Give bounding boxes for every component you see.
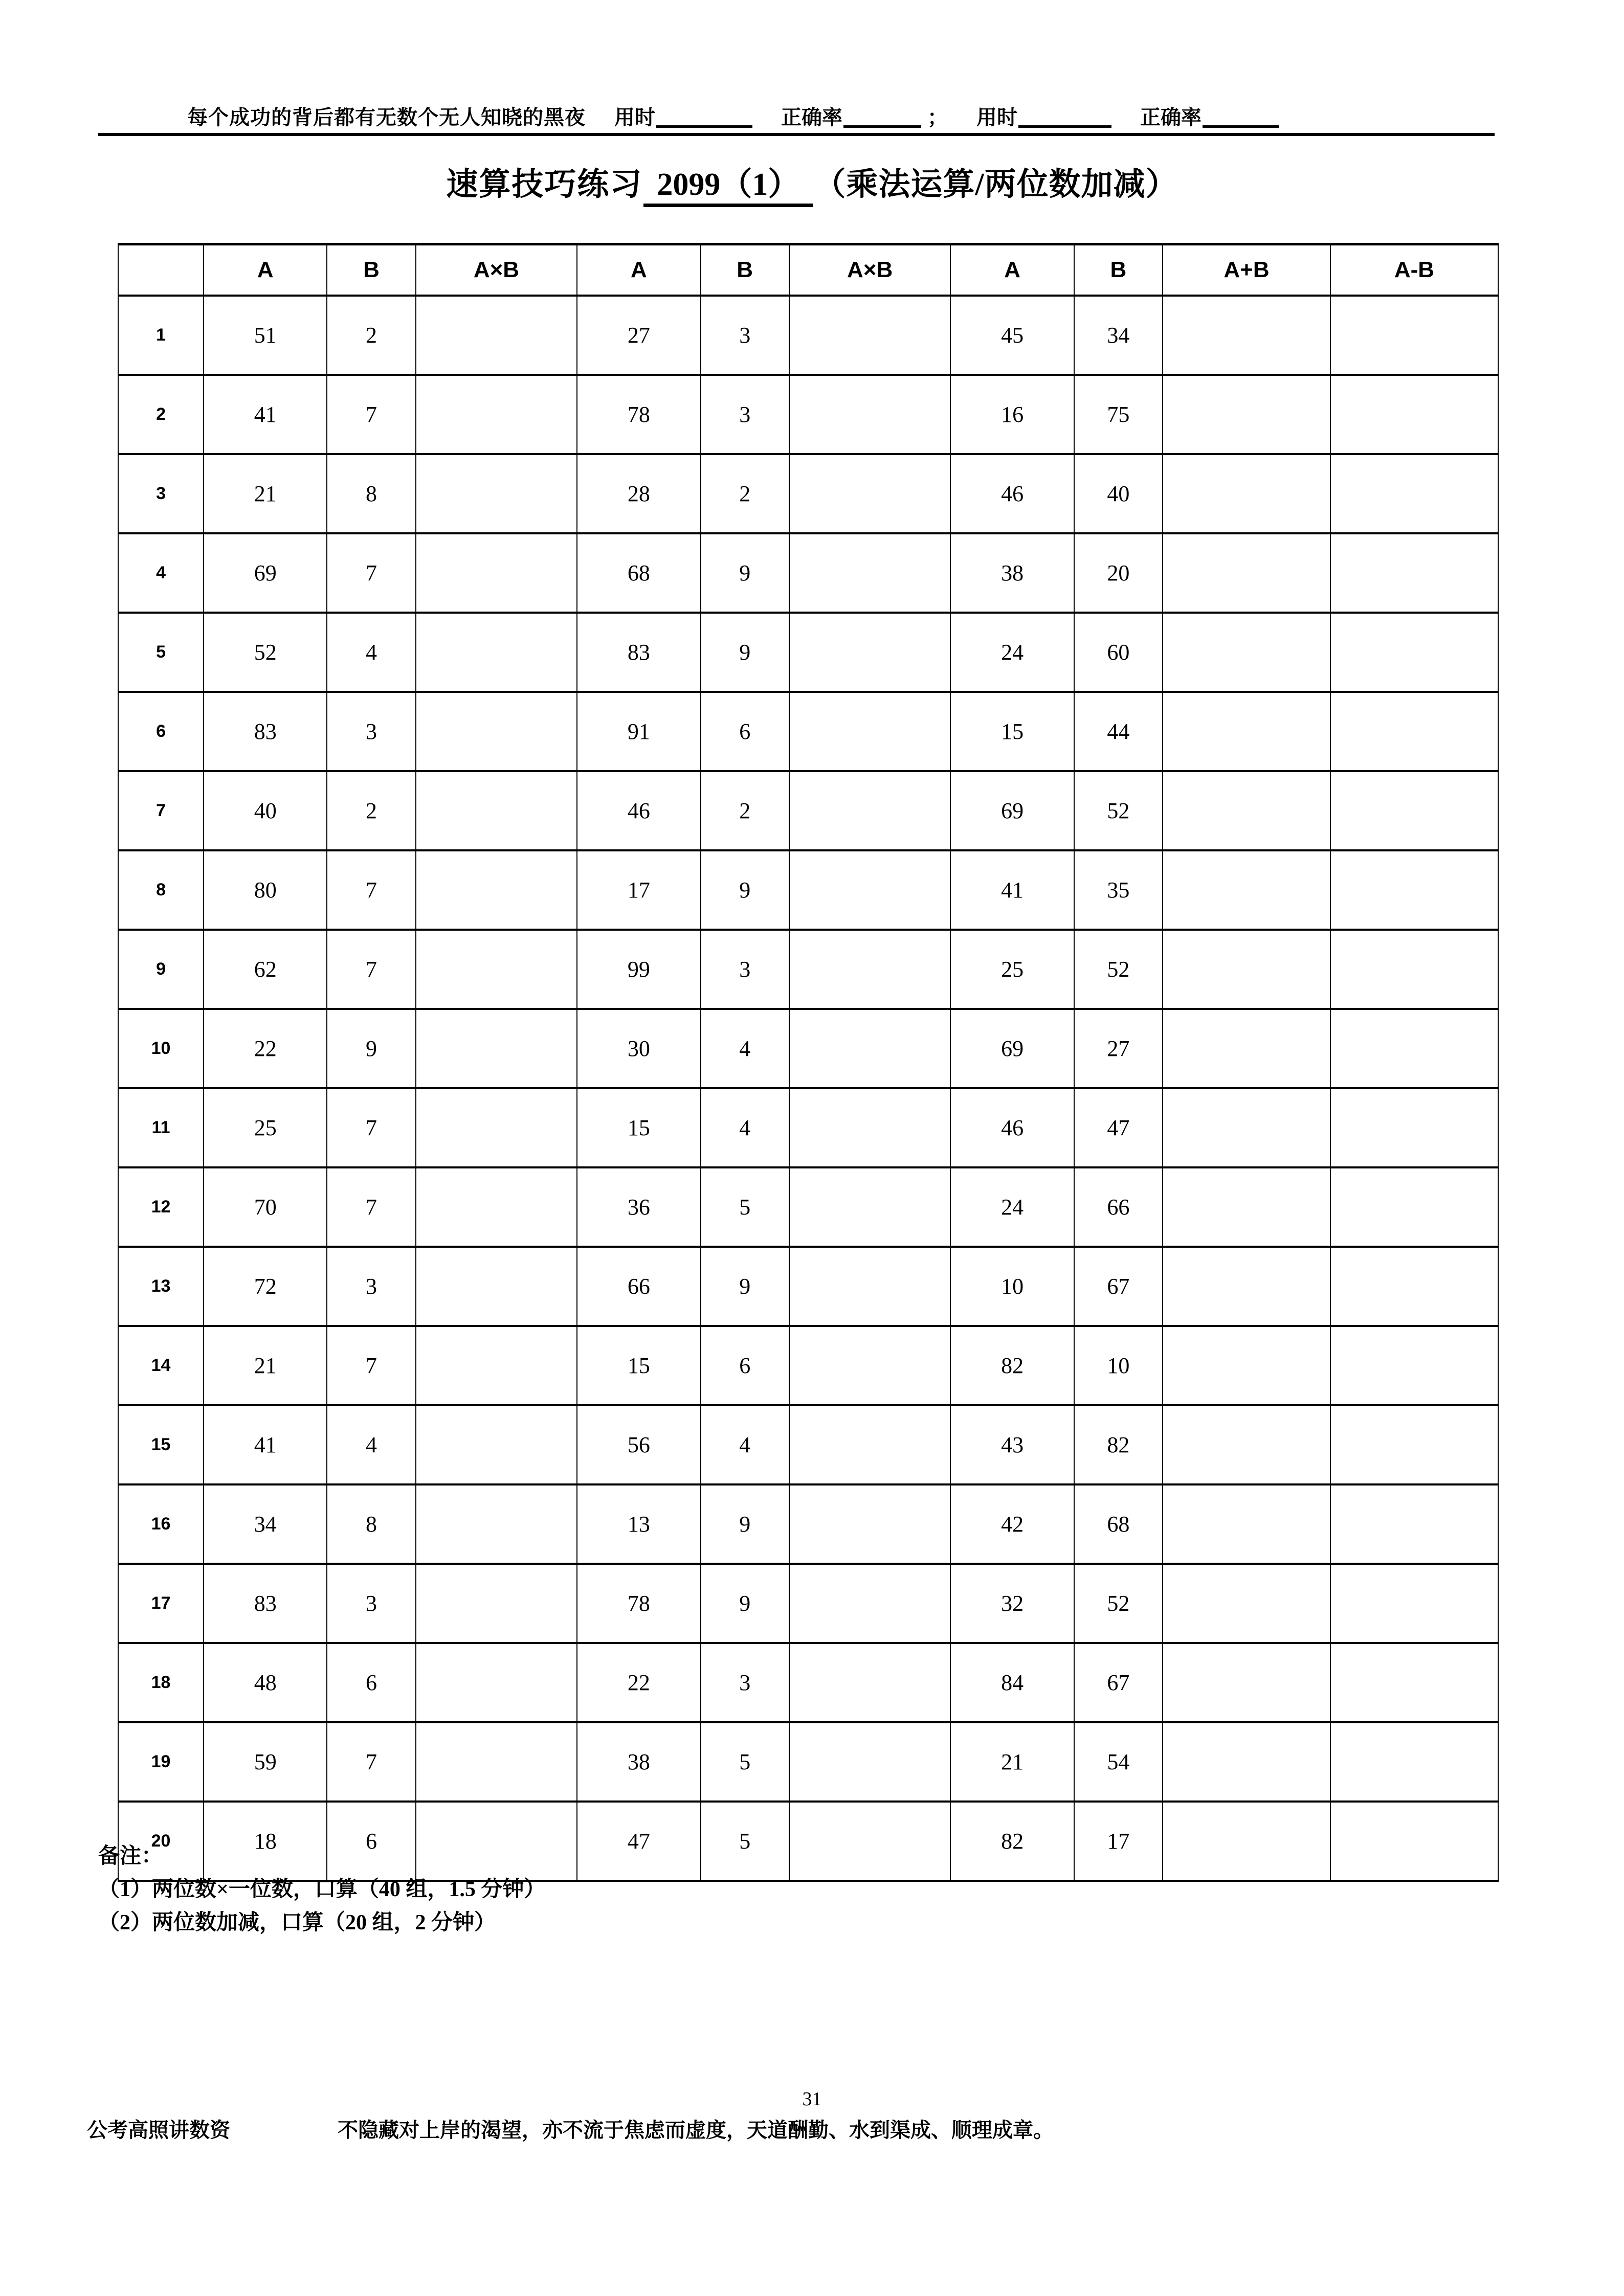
cell-a-minus-b[interactable]: [1330, 1247, 1498, 1326]
cell-b-1: 7: [327, 1326, 415, 1405]
cell-axb-2[interactable]: [789, 692, 951, 771]
cell-a-3: 46: [950, 1088, 1074, 1167]
cell-axb-1[interactable]: [416, 1167, 577, 1247]
cell-a-2: 13: [577, 1484, 700, 1564]
cell-b-2: 4: [701, 1009, 789, 1088]
running-header: [98, 107, 1495, 136]
cell-a-plus-b[interactable]: [1163, 771, 1330, 850]
cell-axb-1[interactable]: [416, 1326, 577, 1405]
cell-a-plus-b[interactable]: [1163, 1564, 1330, 1643]
title-prefix: 速算技巧练习: [446, 167, 643, 202]
cell-a-2: 46: [577, 771, 700, 850]
cell-b-1: 7: [327, 930, 415, 1009]
cell-axb-1[interactable]: [416, 930, 577, 1009]
cell-axb-2[interactable]: [789, 454, 951, 533]
table-row: [118, 1326, 1498, 1405]
column-header-axb-2: A×B: [789, 244, 951, 296]
cell-a-minus-b[interactable]: [1330, 1802, 1498, 1881]
page-number: 31: [802, 2088, 822, 2110]
table-row: [118, 1564, 1498, 1643]
cell-axb-1[interactable]: [416, 692, 577, 771]
cell-b-1: 7: [327, 1088, 415, 1167]
cell-b-3: 40: [1074, 454, 1163, 533]
cell-axb-1[interactable]: [416, 850, 577, 930]
table-row: [118, 375, 1498, 454]
cell-axb-1[interactable]: [416, 375, 577, 454]
cell-a-minus-b[interactable]: [1330, 296, 1498, 375]
row-index: 5: [118, 613, 204, 692]
header-separator: ；: [927, 106, 948, 129]
cell-a-plus-b[interactable]: [1163, 1643, 1330, 1722]
cell-b-1: 9: [327, 1009, 415, 1088]
table-row: [118, 1088, 1498, 1167]
cell-b-3: 35: [1074, 850, 1163, 930]
cell-b-2: 3: [701, 930, 789, 1009]
cell-b-1: 6: [327, 1643, 415, 1722]
cell-a-plus-b[interactable]: [1163, 1802, 1330, 1881]
cell-b-3: 67: [1074, 1247, 1163, 1326]
row-index: 17: [118, 1564, 204, 1643]
cell-a-2: 15: [577, 1088, 700, 1167]
header-time-blank-2[interactable]: [1018, 108, 1111, 128]
cell-axb-2[interactable]: [789, 296, 951, 375]
cell-b-3: 27: [1074, 1009, 1163, 1088]
cell-b-3: 52: [1074, 930, 1163, 1009]
cell-a-minus-b[interactable]: [1330, 613, 1498, 692]
cell-b-2: 2: [701, 454, 789, 533]
cell-a-3: 42: [950, 1484, 1074, 1564]
table-header-row: [118, 244, 1498, 296]
cell-axb-1[interactable]: [416, 1009, 577, 1088]
cell-a-1: 41: [204, 1405, 327, 1484]
table-row: [118, 1009, 1498, 1088]
cell-b-2: 2: [701, 771, 789, 850]
cell-axb-2[interactable]: [789, 771, 951, 850]
table-row: [118, 692, 1498, 771]
header-motto: 每个成功的背后都有无数个无人知晓的黑夜: [187, 106, 586, 129]
column-header-a-minus-b: A-B: [1330, 244, 1498, 296]
header-time-label-2: 用时: [976, 106, 1017, 129]
cell-b-2: 9: [701, 1484, 789, 1564]
cell-b-1: 7: [327, 533, 415, 613]
cell-b-3: 54: [1074, 1722, 1163, 1802]
cell-axb-1[interactable]: [416, 533, 577, 613]
cell-a-2: 91: [577, 692, 700, 771]
cell-b-3: 47: [1074, 1088, 1163, 1167]
cell-a-plus-b[interactable]: [1163, 613, 1330, 692]
column-header-a-3: A: [950, 244, 1074, 296]
cell-b-3: 10: [1074, 1326, 1163, 1405]
cell-b-2: 9: [701, 1247, 789, 1326]
table-row: [118, 454, 1498, 533]
column-header-b-3: B: [1074, 244, 1163, 296]
cell-b-3: 52: [1074, 1564, 1163, 1643]
column-header-axb-1: A×B: [416, 244, 577, 296]
cell-axb-2[interactable]: [789, 1643, 951, 1722]
cell-a-minus-b[interactable]: [1330, 1326, 1498, 1405]
cell-b-3: 17: [1074, 1802, 1163, 1881]
row-index: 9: [118, 930, 204, 1009]
cell-axb-1[interactable]: [416, 1722, 577, 1802]
header-time-blank-1[interactable]: [656, 108, 752, 128]
cell-axb-1[interactable]: [416, 1405, 577, 1484]
notes-line-2: （2）两位数加减，口算（20 组，2 分钟）: [98, 1911, 496, 1935]
cell-a-1: 72: [204, 1247, 327, 1326]
row-index: 10: [118, 1009, 204, 1088]
row-index: 2: [118, 375, 204, 454]
cell-a-minus-b[interactable]: [1330, 1484, 1498, 1564]
practice-table: [118, 243, 1499, 1882]
cell-a-1: 52: [204, 613, 327, 692]
row-index: 18: [118, 1643, 204, 1722]
cell-b-3: 60: [1074, 613, 1163, 692]
cell-b-1: 7: [327, 1167, 415, 1247]
cell-a-1: 62: [204, 930, 327, 1009]
cell-a-plus-b[interactable]: [1163, 454, 1330, 533]
column-header-a-1: A: [204, 244, 327, 296]
cell-a-2: 83: [577, 613, 700, 692]
cell-axb-2[interactable]: [789, 1167, 951, 1247]
row-index: 20: [118, 1802, 204, 1881]
cell-axb-2[interactable]: [789, 1405, 951, 1484]
cell-a-2: 27: [577, 296, 700, 375]
cell-a-minus-b[interactable]: [1330, 850, 1498, 930]
table-row: [118, 1247, 1498, 1326]
cell-a-plus-b[interactable]: [1163, 850, 1330, 930]
cell-a-minus-b[interactable]: [1330, 375, 1498, 454]
row-index: 19: [118, 1722, 204, 1802]
cell-a-plus-b[interactable]: [1163, 296, 1330, 375]
column-header-a-plus-b: A+B: [1163, 244, 1330, 296]
cell-a-plus-b[interactable]: [1163, 1247, 1330, 1326]
cell-a-minus-b[interactable]: [1330, 1088, 1498, 1167]
cell-a-1: 34: [204, 1484, 327, 1564]
cell-b-1: 4: [327, 1405, 415, 1484]
table-row: [118, 1167, 1498, 1247]
row-index: 11: [118, 1088, 204, 1167]
cell-a-plus-b[interactable]: [1163, 1484, 1330, 1564]
cell-axb-2[interactable]: [789, 1722, 951, 1802]
cell-a-2: 99: [577, 930, 700, 1009]
cell-b-2: 3: [701, 375, 789, 454]
header-accuracy-blank-2[interactable]: [1203, 108, 1279, 128]
cell-a-1: 41: [204, 375, 327, 454]
cell-b-3: 34: [1074, 296, 1163, 375]
cell-a-plus-b[interactable]: [1163, 1405, 1330, 1484]
column-header-b-1: B: [327, 244, 415, 296]
cell-b-1: 8: [327, 1484, 415, 1564]
table-row: [118, 1405, 1498, 1484]
cell-a-3: 32: [950, 1564, 1074, 1643]
cell-a-minus-b[interactable]: [1330, 1167, 1498, 1247]
cell-a-1: 22: [204, 1009, 327, 1088]
cell-b-2: 5: [701, 1167, 789, 1247]
table-row: [118, 533, 1498, 613]
column-header-index: [118, 244, 204, 296]
cell-b-2: 9: [701, 850, 789, 930]
cell-a-1: 21: [204, 1326, 327, 1405]
cell-axb-1[interactable]: [416, 1564, 577, 1643]
cell-a-1: 70: [204, 1167, 327, 1247]
cell-axb-1[interactable]: [416, 1643, 577, 1722]
cell-a-1: 21: [204, 454, 327, 533]
cell-axb-2[interactable]: [789, 613, 951, 692]
cell-a-2: 22: [577, 1643, 700, 1722]
header-accuracy-label-1: 正确率: [781, 106, 842, 129]
cell-b-3: 75: [1074, 375, 1163, 454]
cell-axb-1[interactable]: [416, 771, 577, 850]
cell-axb-2[interactable]: [789, 930, 951, 1009]
title-number: 2099（1）: [643, 169, 813, 207]
cell-b-2: 4: [701, 1405, 789, 1484]
cell-a-3: 45: [950, 296, 1074, 375]
cell-b-2: 9: [701, 613, 789, 692]
cell-a-2: 17: [577, 850, 700, 930]
cell-a-3: 10: [950, 1247, 1074, 1326]
row-index: 4: [118, 533, 204, 613]
cell-a-3: 16: [950, 375, 1074, 454]
notes-line-1: （1）两位数×一位数，口算（40 组，1.5 分钟）: [98, 1878, 546, 1902]
cell-b-3: 82: [1074, 1405, 1163, 1484]
cell-a-2: 47: [577, 1802, 700, 1881]
row-index: 8: [118, 850, 204, 930]
cell-a-minus-b[interactable]: [1330, 454, 1498, 533]
cell-a-3: 41: [950, 850, 1074, 930]
cell-a-minus-b[interactable]: [1330, 1564, 1498, 1643]
cell-b-2: 6: [701, 692, 789, 771]
table-row: [118, 1643, 1498, 1722]
cell-b-1: 8: [327, 454, 415, 533]
cell-a-plus-b[interactable]: [1163, 1088, 1330, 1167]
cell-axb-1[interactable]: [416, 1247, 577, 1326]
cell-b-3: 66: [1074, 1167, 1163, 1247]
cell-b-1: 3: [327, 1247, 415, 1326]
cell-a-1: 59: [204, 1722, 327, 1802]
cell-b-2: 3: [701, 296, 789, 375]
cell-b-1: 7: [327, 1722, 415, 1802]
row-index: 1: [118, 296, 204, 375]
cell-a-plus-b[interactable]: [1163, 533, 1330, 613]
cell-a-3: 69: [950, 1009, 1074, 1088]
cell-a-3: 82: [950, 1802, 1074, 1881]
header-time-label-1: 用时: [614, 106, 655, 129]
cell-b-1: 4: [327, 613, 415, 692]
cell-b-1: 3: [327, 1564, 415, 1643]
cell-a-1: 80: [204, 850, 327, 930]
title-suffix: （乘法运算/两位数加减）: [814, 167, 1178, 202]
row-index: 13: [118, 1247, 204, 1326]
cell-a-plus-b[interactable]: [1163, 930, 1330, 1009]
cell-b-1: 7: [327, 850, 415, 930]
header-accuracy-label-2: 正确率: [1140, 106, 1202, 129]
cell-axb-2[interactable]: [789, 1247, 951, 1326]
table-body: [118, 296, 1498, 1881]
cell-a-minus-b[interactable]: [1330, 771, 1498, 850]
cell-a-minus-b[interactable]: [1330, 930, 1498, 1009]
cell-a-2: 78: [577, 1564, 700, 1643]
cell-a-1: 48: [204, 1643, 327, 1722]
cell-b-1: 3: [327, 692, 415, 771]
cell-b-3: 44: [1074, 692, 1163, 771]
cell-a-plus-b[interactable]: [1163, 375, 1330, 454]
cell-a-minus-b[interactable]: [1330, 692, 1498, 771]
table-row: [118, 613, 1498, 692]
footer-brand: 公考高照讲数资: [87, 2119, 230, 2142]
cell-a-2: 36: [577, 1167, 700, 1247]
cell-axb-2[interactable]: [789, 1802, 951, 1881]
cell-a-2: 38: [577, 1722, 700, 1802]
cell-b-1: 6: [327, 1802, 415, 1881]
cell-axb-2[interactable]: [789, 375, 951, 454]
cell-a-minus-b[interactable]: [1330, 1009, 1498, 1088]
cell-a-minus-b[interactable]: [1330, 1643, 1498, 1722]
cell-b-3: 52: [1074, 771, 1163, 850]
cell-a-2: 56: [577, 1405, 700, 1484]
cell-a-3: 24: [950, 1167, 1074, 1247]
cell-a-plus-b[interactable]: [1163, 1326, 1330, 1405]
running-header-row: [98, 107, 1495, 128]
cell-axb-2[interactable]: [789, 1326, 951, 1405]
cell-axb-1[interactable]: [416, 1088, 577, 1167]
cell-b-2: 6: [701, 1326, 789, 1405]
column-header-b-2: B: [701, 244, 789, 296]
cell-a-3: 38: [950, 533, 1074, 613]
cell-a-3: 43: [950, 1405, 1074, 1484]
notes-heading: 备注：: [98, 1844, 163, 1868]
cell-a-1: 83: [204, 1564, 327, 1643]
table-row: [118, 1722, 1498, 1802]
cell-a-3: 84: [950, 1643, 1074, 1722]
cell-axb-2[interactable]: [789, 1564, 951, 1643]
cell-a-1: 25: [204, 1088, 327, 1167]
cell-axb-1[interactable]: [416, 454, 577, 533]
cell-axb-2[interactable]: [789, 850, 951, 930]
row-index: 7: [118, 771, 204, 850]
cell-a-2: 30: [577, 1009, 700, 1088]
cell-a-1: 51: [204, 296, 327, 375]
cell-a-2: 15: [577, 1326, 700, 1405]
row-index: 14: [118, 1326, 204, 1405]
cell-b-3: 68: [1074, 1484, 1163, 1564]
cell-axb-2[interactable]: [789, 1088, 951, 1167]
cell-b-2: 3: [701, 1643, 789, 1722]
cell-a-3: 15: [950, 692, 1074, 771]
footer-quote: 不隐藏对上岸的渴望，亦不流于焦虑而虚度，天道酬勤、水到渠成、顺理成章。: [338, 2119, 1054, 2142]
cell-a-2: 68: [577, 533, 700, 613]
cell-axb-2[interactable]: [789, 1009, 951, 1088]
cell-a-plus-b[interactable]: [1163, 1009, 1330, 1088]
cell-a-3: 25: [950, 930, 1074, 1009]
cell-axb-2[interactable]: [789, 533, 951, 613]
cell-a-2: 78: [577, 375, 700, 454]
table-row: [118, 1484, 1498, 1564]
table-row: [118, 930, 1498, 1009]
table-row: [118, 850, 1498, 930]
cell-b-3: 67: [1074, 1643, 1163, 1722]
cell-a-minus-b[interactable]: [1330, 533, 1498, 613]
cell-axb-1[interactable]: [416, 296, 577, 375]
cell-a-1: 83: [204, 692, 327, 771]
cell-a-1: 69: [204, 533, 327, 613]
row-index: 3: [118, 454, 204, 533]
table-row: [118, 771, 1498, 850]
row-index: 16: [118, 1484, 204, 1564]
column-header-a-2: A: [577, 244, 700, 296]
cell-b-2: 5: [701, 1802, 789, 1881]
cell-axb-1[interactable]: [416, 613, 577, 692]
cell-a-plus-b[interactable]: [1163, 1722, 1330, 1802]
cell-a-2: 66: [577, 1247, 700, 1326]
cell-axb-2[interactable]: [789, 1484, 951, 1564]
cell-a-3: 24: [950, 613, 1074, 692]
row-index: 15: [118, 1405, 204, 1484]
notes-block: [98, 1840, 545, 1940]
cell-b-1: 7: [327, 375, 415, 454]
cell-a-3: 21: [950, 1722, 1074, 1802]
cell-b-2: 5: [701, 1722, 789, 1802]
cell-axb-1[interactable]: [416, 1484, 577, 1564]
page-title: [0, 169, 1624, 207]
row-index: 12: [118, 1167, 204, 1247]
cell-b-2: 9: [701, 533, 789, 613]
cell-a-1: 40: [204, 771, 327, 850]
page-footer: [87, 2120, 1555, 2141]
header-accuracy-blank-1[interactable]: [843, 108, 921, 128]
cell-a-2: 28: [577, 454, 700, 533]
cell-a-minus-b[interactable]: [1330, 1722, 1498, 1802]
cell-b-1: 2: [327, 771, 415, 850]
cell-a-plus-b[interactable]: [1163, 692, 1330, 771]
cell-b-2: 4: [701, 1088, 789, 1167]
cell-b-1: 2: [327, 296, 415, 375]
cell-a-1: 18: [204, 1802, 327, 1881]
cell-b-3: 20: [1074, 533, 1163, 613]
cell-a-minus-b[interactable]: [1330, 1405, 1498, 1484]
cell-a-3: 82: [950, 1326, 1074, 1405]
cell-a-plus-b[interactable]: [1163, 1167, 1330, 1247]
row-index: 6: [118, 692, 204, 771]
cell-a-3: 46: [950, 454, 1074, 533]
cell-b-2: 9: [701, 1564, 789, 1643]
cell-a-3: 69: [950, 771, 1074, 850]
table-row: [118, 296, 1498, 375]
